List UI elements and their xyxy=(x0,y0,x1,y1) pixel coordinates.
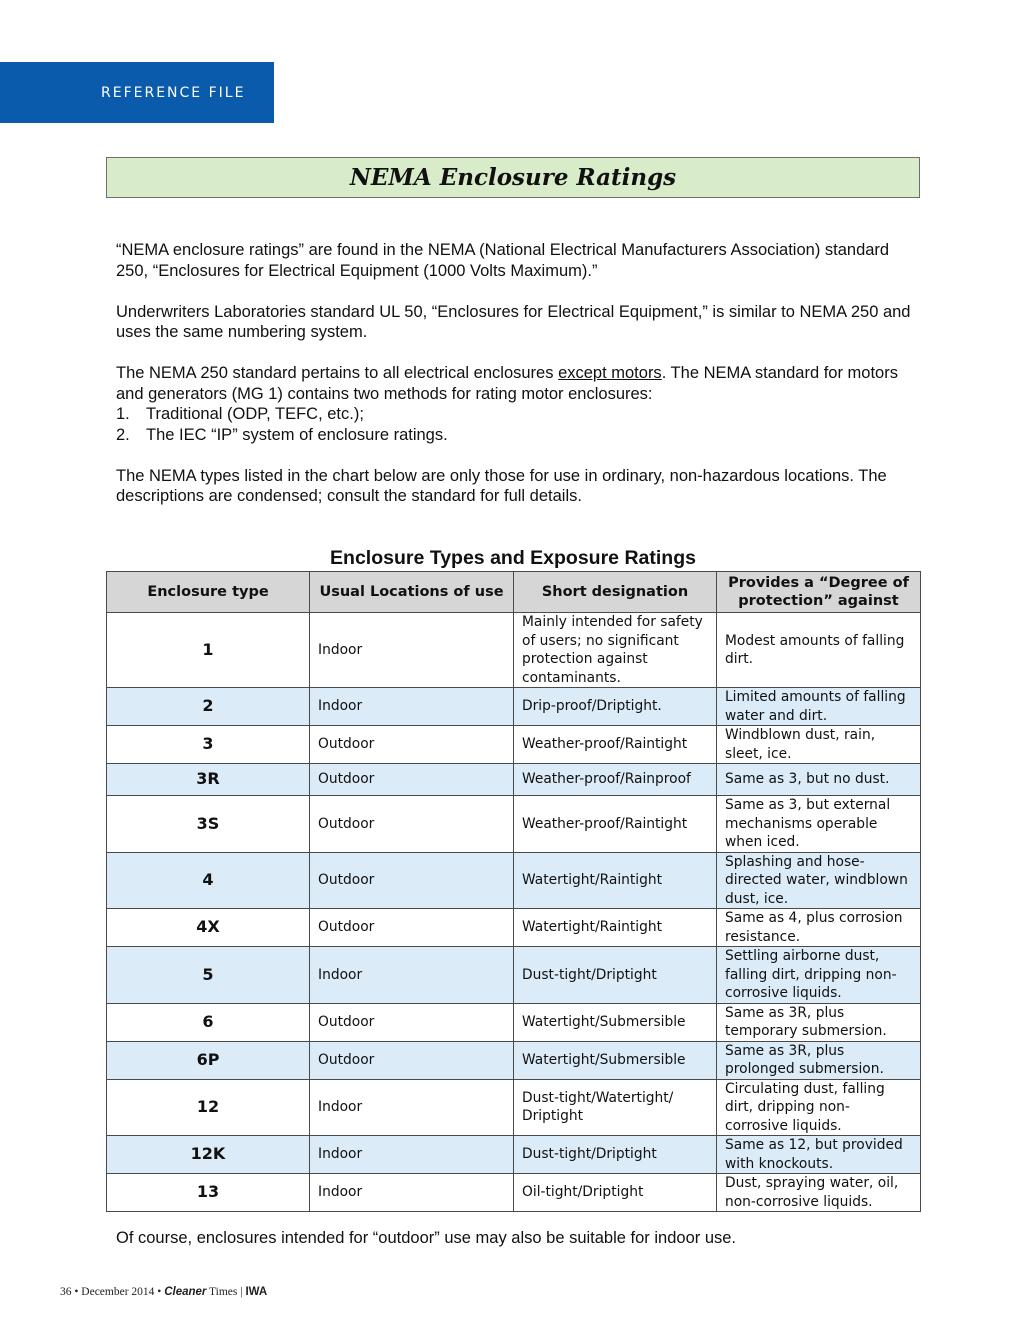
cell-protection: Dust, spraying water, oil, non-corrosive liquids. xyxy=(717,1174,921,1212)
list-number: 2. xyxy=(116,425,130,444)
cell-protection: Settling airborne dust, falling dirt, dripping non-corrosive liquids. xyxy=(717,947,921,1004)
intro-paragraph-1: “NEMA enclosure ratings” are found in the NEMA (National Electrical Manufacturers Association) standard 250, “Enclosures for Electrical Equipment (1000 Volts Maximum).” xyxy=(116,241,890,280)
cell-type: 3R xyxy=(107,764,310,796)
page-title: NEMA Enclosure Ratings xyxy=(349,164,677,191)
cell-location: Outdoor xyxy=(310,1003,514,1041)
cell-type: 12K xyxy=(107,1136,310,1174)
cell-designation: Watertight/Submersible xyxy=(514,1041,717,1079)
banner-label: REFERENCE FILE xyxy=(101,84,246,101)
cell-location: Outdoor xyxy=(310,909,514,947)
table-row xyxy=(107,1079,921,1136)
table-row xyxy=(107,1174,921,1212)
cell-type: 6P xyxy=(107,1041,310,1079)
table-header-row xyxy=(107,572,921,613)
cell-protection: Limited amounts of falling water and dirt. xyxy=(717,688,921,726)
cell-type: 4X xyxy=(107,909,310,947)
cell-location: Outdoor xyxy=(310,726,514,764)
cell-location: Outdoor xyxy=(310,1041,514,1079)
cell-protection: Same as 3, but no dust. xyxy=(717,764,921,796)
cell-protection: Same as 12, but provided with knockouts. xyxy=(717,1136,921,1174)
cell-protection: Same as 3R, plus prolonged submersion. xyxy=(717,1041,921,1079)
table-row xyxy=(107,1003,921,1041)
intro-text xyxy=(116,240,916,527)
cell-type: 12 xyxy=(107,1079,310,1136)
cell-protection: Same as 3R, plus temporary submersion. xyxy=(717,1003,921,1041)
list-item xyxy=(116,425,916,446)
cell-designation: Watertight/Submersible xyxy=(514,1003,717,1041)
enclosure-table xyxy=(106,571,921,1212)
page-footer xyxy=(60,1286,267,1298)
table-row xyxy=(107,1041,921,1079)
header-protection: Provides a “Degree of protection” against xyxy=(717,572,921,613)
table-row xyxy=(107,796,921,853)
cell-location: Indoor xyxy=(310,1136,514,1174)
cell-location: Outdoor xyxy=(310,852,514,909)
cell-designation: Weather-proof/Rainproof xyxy=(514,764,717,796)
cell-location: Indoor xyxy=(310,613,514,688)
header-designation: Short designation xyxy=(514,572,717,613)
page-title-box xyxy=(106,157,920,198)
cell-designation: Dust-tight/Driptight xyxy=(514,947,717,1004)
closing-note: Of course, enclosures intended for “outdoor” use may also be suitable for indoor use. xyxy=(116,1229,737,1247)
reference-file-banner xyxy=(0,62,274,123)
intro-paragraph-3 xyxy=(116,363,916,445)
p3-end: . The NEMA standard for motors and generators (MG 1) contains two methods for rating motor enclosures: xyxy=(116,364,898,403)
table-row xyxy=(107,947,921,1004)
list-text: Traditional (ODP, TEFC, etc.); xyxy=(146,405,364,423)
table-row xyxy=(107,688,921,726)
intro-paragraph-2: Underwriters Laboratories standard UL 50, “Enclosures for Electrical Equipment,” is similar to NEMA 250 and uses the same numbering system. xyxy=(116,302,911,341)
issue-date: December 2014 xyxy=(81,1286,155,1298)
magazine-name-tail: Times xyxy=(206,1286,238,1298)
cell-type: 3S xyxy=(107,796,310,853)
cell-designation: Oil-tight/Driptight xyxy=(514,1174,717,1212)
cell-protection: Circulating dust, falling dirt, dripping non-corrosive liquids. xyxy=(717,1079,921,1136)
cell-type: 1 xyxy=(107,613,310,688)
cell-protection: Windblown dust, rain, sleet, ice. xyxy=(717,726,921,764)
cell-type: 2 xyxy=(107,688,310,726)
cell-type: 5 xyxy=(107,947,310,1004)
table-row xyxy=(107,726,921,764)
cell-designation: Dust-tight/Watertight/ Driptight xyxy=(514,1079,717,1136)
footer-separator: • xyxy=(71,1286,82,1298)
page-number: 36 xyxy=(60,1286,72,1298)
header-locations: Usual Locations of use xyxy=(310,572,514,613)
table-row xyxy=(107,764,921,796)
cell-designation: Watertight/Raintight xyxy=(514,852,717,909)
footer-separator: • xyxy=(154,1286,165,1298)
table-row xyxy=(107,613,921,688)
magazine-name: Cleaner xyxy=(164,1286,207,1298)
intro-paragraph-4: The NEMA types listed in the chart below are only those for use in ordinary, non-hazardous locations. The descriptions are condensed; consult the standard for full details. xyxy=(116,466,887,505)
cell-designation: Mainly intended for safety of users; no significant protection against contaminants. xyxy=(514,613,717,688)
list-item xyxy=(116,404,916,425)
cell-location: Indoor xyxy=(310,1174,514,1212)
cell-protection: Same as 4, plus corrosion resistance. xyxy=(717,909,921,947)
cell-designation: Drip-proof/Driptight. xyxy=(514,688,717,726)
cell-location: Indoor xyxy=(310,947,514,1004)
cell-type: 3 xyxy=(107,726,310,764)
cell-location: Outdoor xyxy=(310,764,514,796)
cell-type: 13 xyxy=(107,1174,310,1212)
cell-protection: Splashing and hose-directed water, windblown dust, ice. xyxy=(717,852,921,909)
p3-underlined: except motors xyxy=(558,364,662,382)
cell-location: Indoor xyxy=(310,1079,514,1136)
table-title: Enclosure Types and Exposure Ratings xyxy=(330,547,696,569)
footer-divider: | xyxy=(237,1286,246,1298)
table-row xyxy=(107,1136,921,1174)
cell-designation: Dust-tight/Driptight xyxy=(514,1136,717,1174)
cell-protection: Modest amounts of falling dirt. xyxy=(717,613,921,688)
table-row xyxy=(107,852,921,909)
cell-type: 6 xyxy=(107,1003,310,1041)
cell-designation: Weather-proof/Raintight xyxy=(514,796,717,853)
cell-protection: Same as 3, but external mechanisms operable when iced. xyxy=(717,796,921,853)
list-number: 1. xyxy=(116,405,130,423)
list-text: The IEC “IP” system of enclosure ratings. xyxy=(146,425,448,444)
cell-type: 4 xyxy=(107,852,310,909)
header-enclosure-type: Enclosure type xyxy=(107,572,310,613)
table-row xyxy=(107,909,921,947)
cell-designation: Weather-proof/Raintight xyxy=(514,726,717,764)
cell-location: Indoor xyxy=(310,688,514,726)
org-name: IWA xyxy=(245,1286,268,1298)
p3-start: The NEMA 250 standard pertains to all electrical enclosures xyxy=(116,364,559,382)
cell-designation: Watertight/Raintight xyxy=(514,909,717,947)
cell-location: Outdoor xyxy=(310,796,514,853)
